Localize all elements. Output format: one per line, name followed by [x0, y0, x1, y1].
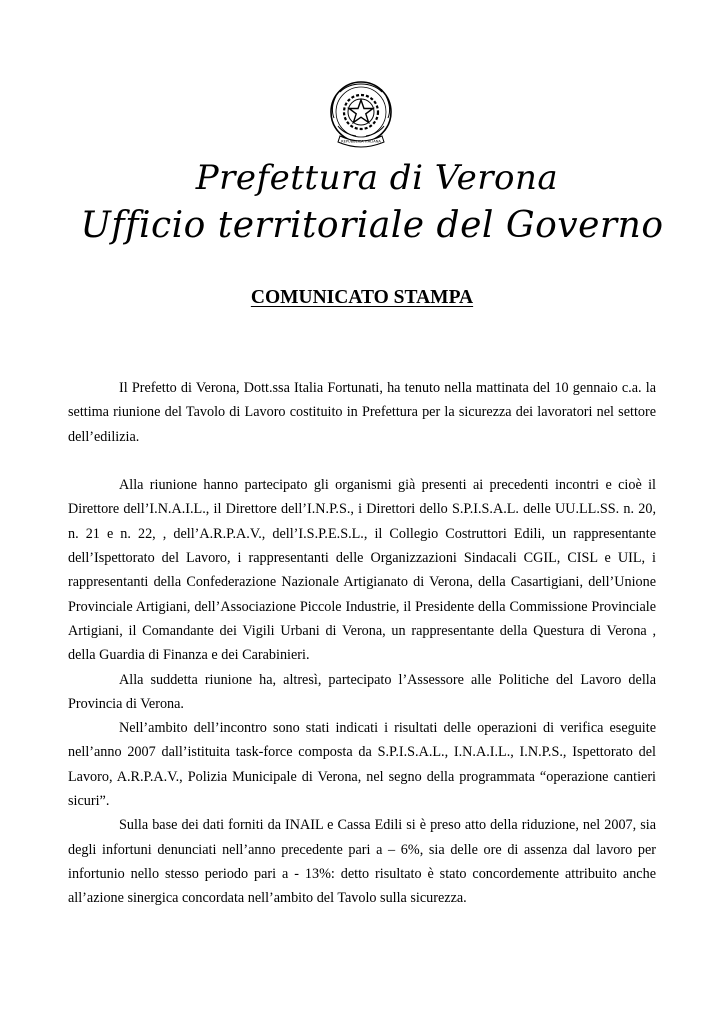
document-body: [68, 376, 656, 911]
paragraph-2: Alla riunione hanno partecipato gli organismi già presenti ai precedenti incontri e cioè il Direttore dell’I.N.A.I.L., il Direttore dell’I.N.P.S., i Direttori dello S.P.I.S.A.L. delle UU.LL.SS. n. 20, n. 21 e n. 22, , dell’A.R.P.A.V., dell’I.S.P.E.S.L., il Collegio Costruttori Edili, un rappresentante dell’Ispettorato del Lavoro, i rappresentanti delle Organizzazioni Sindacali CGIL, CISL e UIL, i rappresentanti della Confederazione Nazionale Artigianato di Verona, della Casartigiani, dell’Unione Provinciale Artigiani, dell’Associazione Piccole Industrie, il Presidente della Commissione Provinciale Artigiani, il Comandante dei Vigili Urbani di Verona, un rappresentante della Questura di Verona , della Guardia di Finanza e dei Carabinieri.: [68, 477, 656, 664]
italian-republic-emblem-icon: [326, 78, 396, 152]
paragraph-3: Alla suddetta riunione ha, altresì, partecipato l’Assessore alle Politiche del Lavoro della Provincia di Verona.: [68, 671, 656, 712]
paragraph-4: Nell’ambito dell’incontro sono stati indicati i risultati delle operazioni di verifica eseguite nell’anno 2007 dall’istituita task-force composta da S.P.I.S.A.L., I.N.A.I.L., I.N.P.S., Ispettorato del Lavoro, A.R.P.A.V., Polizia Municipale di Verona, nel segno della programmata “operazione cantieri sicuri”.: [68, 720, 656, 810]
paragraph-1: Il Prefetto di Verona, Dott.ssa Italia Fortunati, ha tenuto nella mattinata del 10 gennaio c.a. la settima riunione del Tavolo di Lavoro costituito in Prefettura per la sicurezza dei lavoratori nel settore dell’edilizia.: [68, 380, 656, 445]
document-title: COMUNICATO STAMPA: [250, 287, 474, 308]
prefecture-name: Prefettura di Verona: [195, 158, 559, 198]
paragraph-5: Sulla base dei dati forniti da INAIL e Cassa Edili si è preso atto della riduzione, nel 2007, sia degli infortuni denunciati nell’anno precedente pari a – 6%, sia delle ore di assenza dal lavoro per infortunio nello stesso periodo pari a - 13%: detto risultato è stato concordemente attribuito anche all’azione sinergica concordata nell’ambito del Tavolo sulla sicurezza.: [68, 817, 656, 907]
emblem-ribbon-text: REPUBBLICA ITALIANA: [341, 139, 381, 144]
office-name: Ufficio territoriale del Governo: [80, 205, 664, 246]
